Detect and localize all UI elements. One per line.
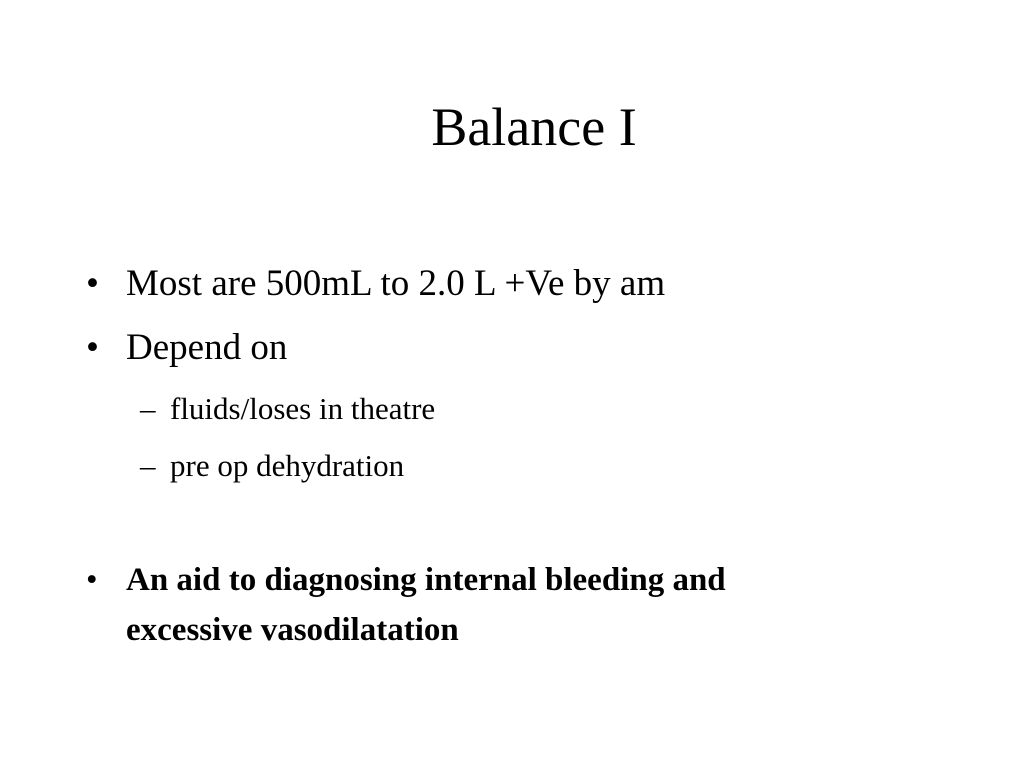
emphasis-bullet-line-1: An aid to diagnosing internal bleeding and [126, 562, 726, 598]
sub-bullet-text: pre op dehydration [170, 448, 405, 483]
sub-bullet-text: fluids/loses in theatre [170, 391, 436, 426]
dash-marker: – [140, 448, 156, 483]
dash-marker: – [140, 391, 156, 426]
slide-title: Balance I [431, 97, 637, 157]
bullet-text: Depend on [126, 327, 288, 368]
bullet-marker: • [86, 263, 99, 304]
emphasis-bullet-line-2: excessive vasodilatation [126, 612, 459, 648]
bullet-text: Most are 500mL to 2.0 L +Ve by am [126, 263, 666, 304]
bullet-marker: • [86, 327, 99, 368]
bullet-marker: • [86, 562, 98, 598]
